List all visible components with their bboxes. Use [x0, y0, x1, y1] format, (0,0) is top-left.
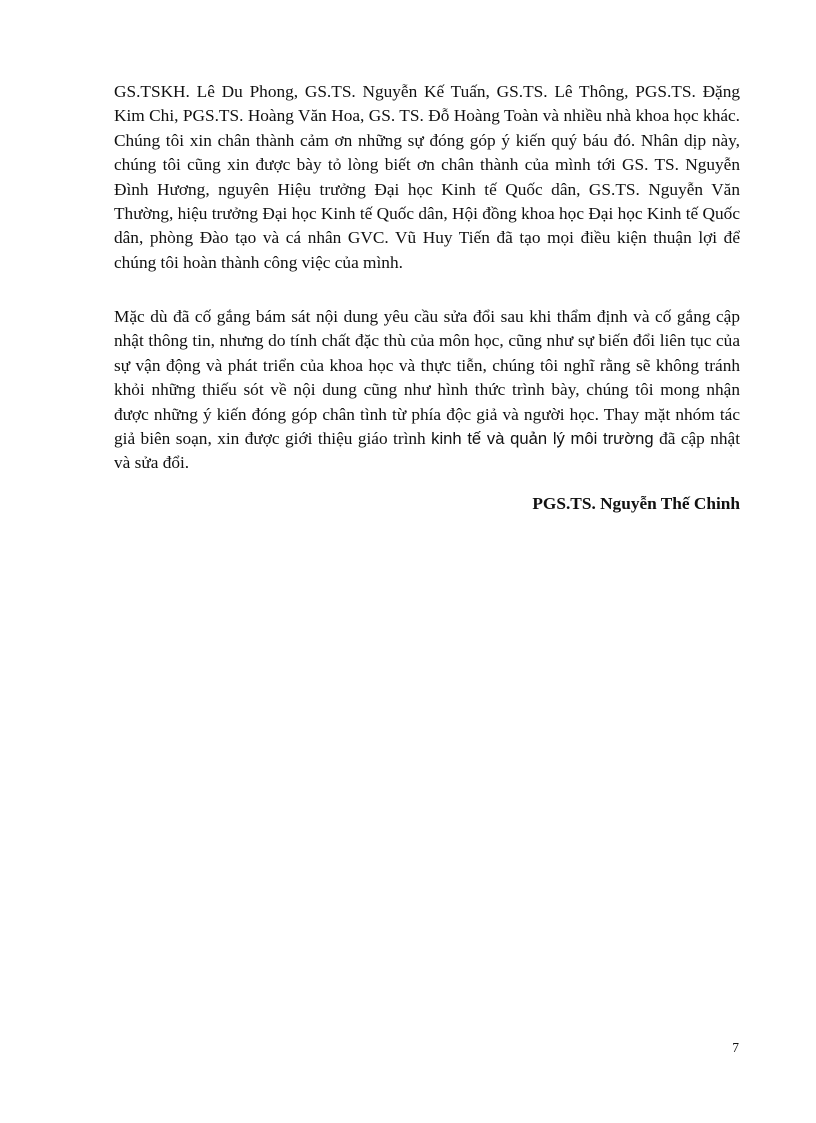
closing-paragraph — [114, 305, 740, 476]
closing-paragraph-lead: Mặc dù đã cố gắng bám sát nội dung yêu cầu sửa đổi sau khi thẩm định và cố gắng cập nhật thông tin, nhưng do tính chất đặc thù của môn học, cũng như sự biến đổi liên tục của sự vận động và phát triển của khoa học và thực tiễn, chúng tôi nghĩ rằng sẽ không tránh khỏi những thiếu sót về nội dung cũng như hình thức trình bày, chúng tôi mong nhận được những ý kiến đóng góp chân tình từ phía độc giả và người học. Thay mặt nhóm tác giả biên soạn, xin được giới thiệu giáo trình — [114, 307, 740, 449]
acknowledgement-paragraph: GS.TSKH. Lê Du Phong, GS.TS. Nguyễn Kế Tuấn, GS.TS. Lê Thông, PGS.TS. Đặng Kim Chi, PGS.TS. Hoàng Văn Hoa, GS. TS. Đỗ Hoàng Toàn và nhiều nhà khoa học khác. Chúng tôi xin chân thành cảm ơn những sự đóng góp ý kiến quý báu đó. Nhân dịp này, chúng tôi cũng xin được bày tỏ lòng biết ơn chân thành của mình tới GS. TS. Nguyễn Đình Hương, nguyên Hiệu trưởng Đại học Kinh tế Quốc dân, GS.TS. Nguyễn Văn Thường, hiệu trưởng Đại học Kinh tế Quốc dân, Hội đồng khoa học Đại học Kinh tế Quốc dân, phòng Đào tạo và cá nhân GVC. Vũ Huy Tiến đã tạo mọi điều kiện thuận lợi để chúng tôi hoàn thành công việc của mình. — [114, 82, 740, 272]
closing-paragraph-tail: đã cập nhật và sửa đổi. — [114, 429, 741, 473]
book-title: kinh tế và quản lý môi trường — [431, 429, 654, 449]
page-number: 7 — [732, 1040, 739, 1055]
author-signature: PGS.TS. Nguyễn Thế Chinh — [532, 494, 740, 513]
